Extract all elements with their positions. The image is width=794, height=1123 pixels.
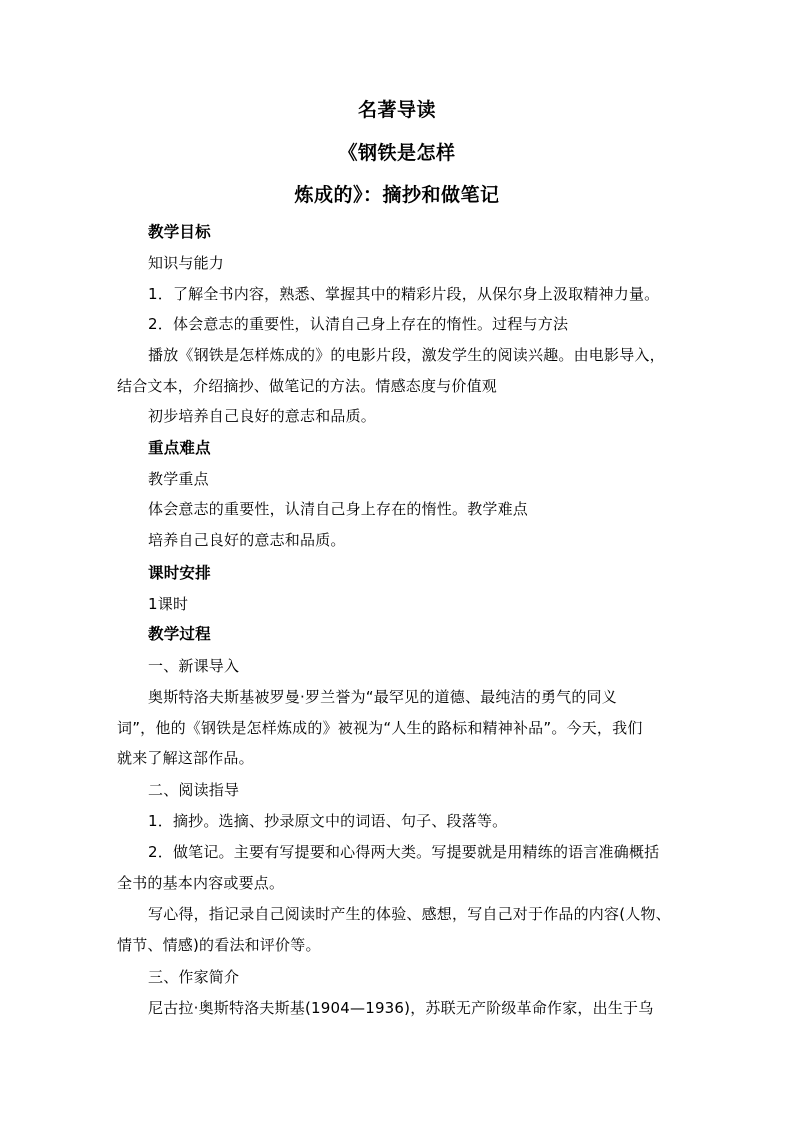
guide-2-line-1: 2．做笔记。主要有写提要和心得两大类。写提要就是用精练的语言准确概括 xyxy=(148,843,660,861)
guide-2-line-2: 全书的基本内容或要点。 xyxy=(117,874,285,892)
knowledge-ability-label: 知识与能力 xyxy=(148,254,225,272)
difficulty: 培养自己良好的意志和品质。 xyxy=(148,531,346,549)
schedule: 1课时 xyxy=(148,595,189,613)
goals-heading: 教学目标 xyxy=(148,223,211,241)
goal-2: 2．体会意志的重要性，认清自己身上存在的惰性。过程与方法 xyxy=(148,315,569,333)
intro-line-3: 就来了解这部作品。 xyxy=(117,749,254,767)
section-2-title: 二、阅读指导 xyxy=(148,781,240,799)
schedule-heading: 课时安排 xyxy=(148,564,211,582)
guide-1: 1．摘抄。选摘、抄录原文中的词语、句子、段落等。 xyxy=(148,812,508,830)
process-heading: 教学过程 xyxy=(148,625,211,643)
goal-1: 1．了解全书内容，熟悉、掌握其中的精彩片段，从保尔身上汲取精神力量。 xyxy=(148,285,660,303)
title-line-3: 炼成的》：摘抄和做笔记 xyxy=(294,184,500,206)
section-3-title: 三、作家简介 xyxy=(148,968,240,986)
guide-3-line-2: 情节、情感)的看法和评价等。 xyxy=(117,936,321,954)
process-method-line-1: 播放《钢铁是怎样炼成的》的电影片段，激发学生的阅读兴趣。由电影导入， xyxy=(148,346,665,364)
intro-line-1: 奥斯特洛夫斯基被罗曼·罗兰誉为“最罕见的道德、最纯洁的勇气的同义 xyxy=(148,688,617,706)
section-1-title: 一、新课导入 xyxy=(148,657,240,675)
title-line-2: 《钢铁是怎样 xyxy=(338,142,456,164)
process-method-line-2: 结合文本，介绍摘抄、做笔记的方法。情感态度与价值观 xyxy=(117,377,498,395)
attitude-value: 初步培养自己良好的意志和品质。 xyxy=(148,407,377,425)
intro-line-2: 词”，他的《钢铁是怎样炼成的》被视为“人生的路标和精神补品”。今天，我们 xyxy=(117,719,643,737)
key-point: 体会意志的重要性，认清自己身上存在的惰性。教学难点 xyxy=(148,500,529,518)
author-line-1: 尼古拉·奥斯特洛夫斯基(1904—1936)，苏联无产阶级革命作家，出生于乌 xyxy=(148,999,654,1017)
key-point-label: 教学重点 xyxy=(148,470,209,488)
guide-3-line-1: 写心得，指记录自己阅读时产生的体验、感想，写自己对于作品的内容(人物、 xyxy=(148,905,671,923)
key-difficulty-heading: 重点难点 xyxy=(148,439,211,457)
title-line-1: 名著导读 xyxy=(357,99,436,121)
